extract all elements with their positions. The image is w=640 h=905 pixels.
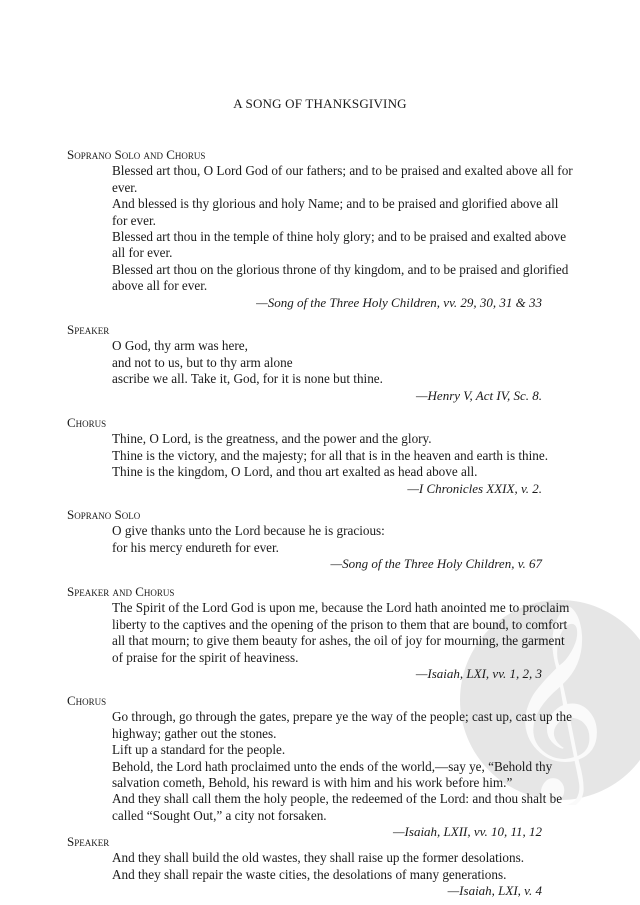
section — [67, 415, 549, 497]
verse-line: Blessed art thou on the glorious throne of thy kingdom, and to be praised and glorified — [112, 261, 569, 277]
verse-line: O give thanks unto the Lord because he is gracious: — [112, 523, 385, 539]
attribution: —Isaiah, LXII, vv. 10, 11, 12 — [393, 824, 542, 840]
svg-text:𝄞: 𝄞 — [504, 603, 606, 801]
page-title: A SONG OF THANKSGIVING — [233, 96, 407, 111]
section-speaker-label: Soprano Solo — [67, 507, 141, 522]
verse-line: called “Sought Out,” a city not forsaken. — [112, 807, 327, 823]
verse-line: and not to us, but to thy arm alone — [112, 354, 293, 370]
verse-line: ascribe we all. Take it, God, for it is none but thine. — [112, 371, 383, 387]
verse-line: all that mourn; to give them beauty for ashes, the oil of joy for mourning, the garment — [112, 633, 565, 649]
attribution: —I Chronicles XXIX, v. 2. — [407, 480, 542, 496]
verse-line: And they shall repair the waste cities, the desolations of many generations. — [112, 866, 507, 882]
verse-line: And they shall call them the holy people, the redeemed of the Lord: and thou shalt be — [112, 791, 563, 807]
verse-line: Behold, the Lord hath proclaimed unto the ends of the world,—say ye, “Behold thy — [112, 758, 553, 774]
verse-line: above all for ever. — [112, 278, 208, 294]
section-speaker-label: Chorus — [67, 693, 107, 708]
verse-line: Thine is the victory, and the majesty; for all that is in the heaven and earth is thine. — [112, 447, 549, 463]
verse-line: highway; gather out the stones. — [112, 725, 277, 741]
attribution: —Henry V, Act IV, Sc. 8. — [415, 387, 542, 403]
verse-line: ever. — [112, 179, 138, 195]
attribution: —Isaiah, LXI, vv. 1, 2, 3 — [415, 666, 542, 682]
attribution: —Song of the Three Holy Children, v. 67 — [330, 556, 542, 572]
section-speaker-label: Speaker — [67, 322, 110, 337]
section-speaker-label: Speaker and Chorus — [67, 584, 175, 599]
verse-line: for ever. — [112, 212, 156, 228]
verse-line: Lift up a standard for the people. — [112, 742, 286, 758]
section — [67, 322, 542, 404]
verse-line: The Spirit of the Lord God is upon me, because the Lord hath anointed me to proclaim — [112, 600, 570, 616]
section — [67, 693, 572, 841]
verse-line: Thine is the kingdom, O Lord, and thou art exalted as head above all. — [112, 464, 478, 480]
verse-line: And blessed is thy glorious and holy Name; and to be praised and glorified above all — [112, 196, 559, 212]
verse-line: salvation cometh, Behold, his reward is with him and his work before him.” — [112, 775, 513, 791]
section-speaker-label: Soprano Solo and Chorus — [67, 147, 206, 162]
section — [67, 834, 542, 900]
section — [67, 147, 573, 311]
attribution: —Isaiah, LXI, v. 4 — [447, 883, 542, 899]
section-speaker-label: Speaker — [67, 834, 110, 849]
verse-line: O God, thy arm was here, — [112, 338, 248, 354]
verse-line: for his mercy endureth for ever. — [112, 539, 279, 555]
section — [67, 584, 570, 682]
verse-line: And they shall build the old wastes, they shall raise up the former desolations. — [112, 850, 525, 866]
verse-line: Go through, go through the gates, prepare ye the way of the people; cast up, cast up the — [112, 709, 572, 725]
verse-line: of praise for the spirit of heaviness. — [112, 649, 299, 665]
verse-line: liberty to the captives and the opening of the prison to them that are bound, to comfort — [112, 616, 568, 632]
verse-line: all for ever. — [112, 245, 173, 261]
section-speaker-label: Chorus — [67, 415, 107, 430]
verse-line: Blessed art thou in the temple of thine holy glory; and to be praised and exalted above — [112, 229, 567, 245]
attribution: —Song of the Three Holy Children, vv. 29, 30, 31 & 33 — [256, 294, 542, 310]
verse-line: Blessed art thou, O Lord God of our fathers; and to be praised and exalted above all for — [112, 163, 573, 179]
section — [67, 507, 542, 573]
verse-line: Thine, O Lord, is the greatness, and the power and the glory. — [112, 431, 432, 447]
